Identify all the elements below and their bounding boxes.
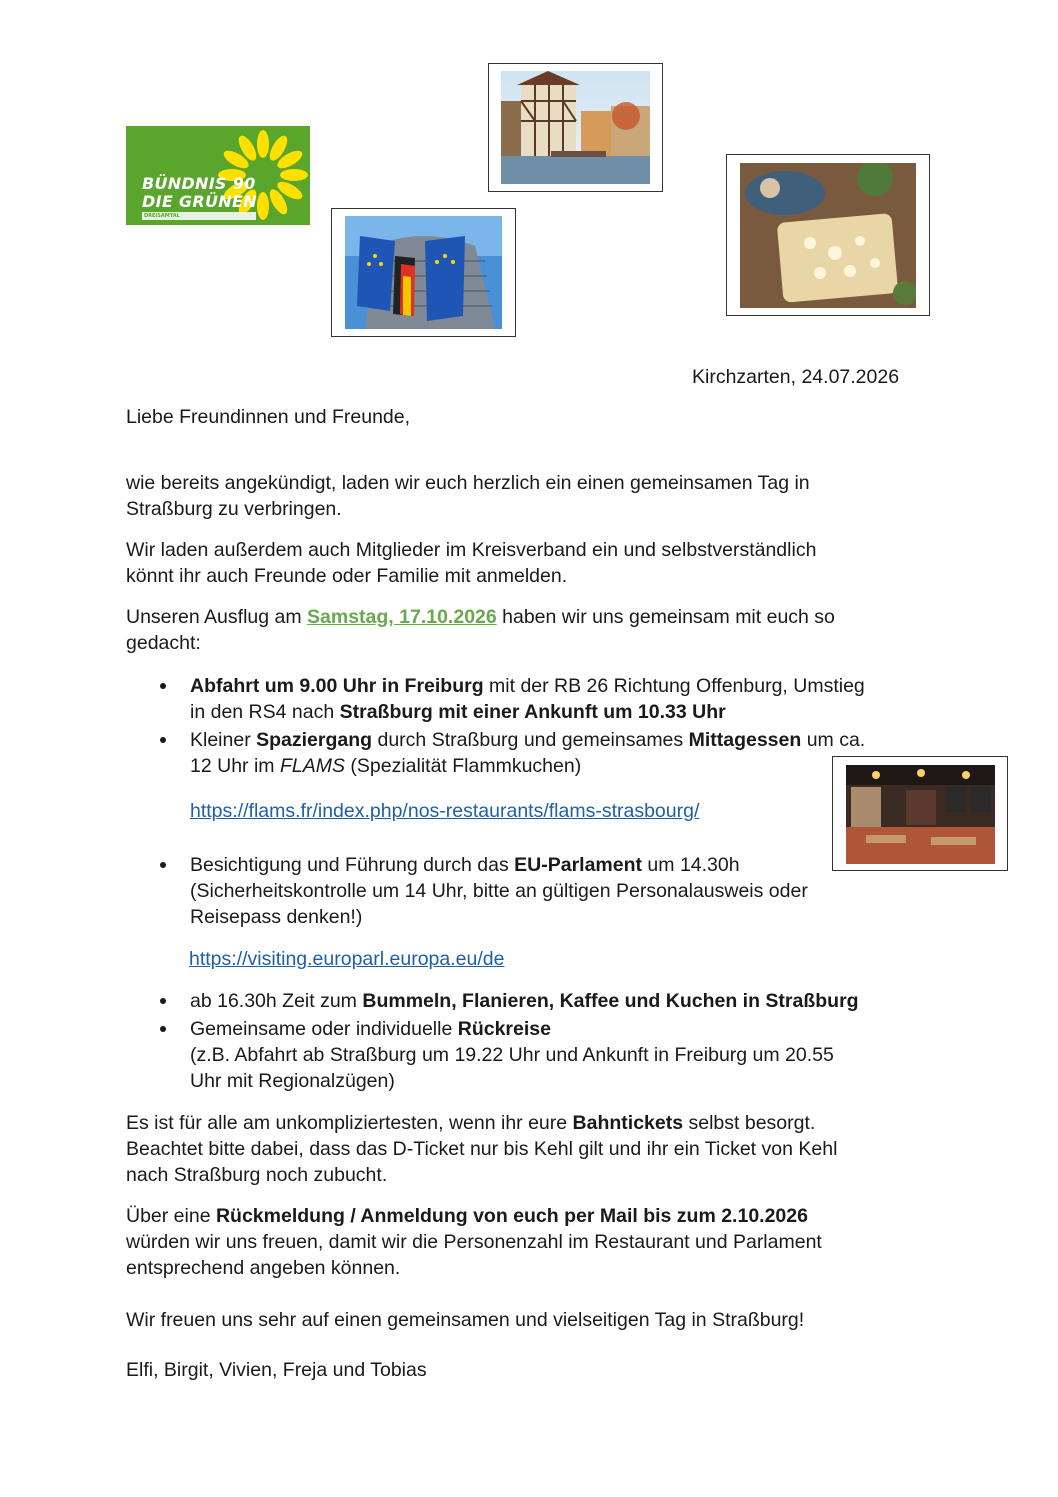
para2-line2: könnt ihr auch Freunde oder Familie mit anmelden. bbox=[126, 565, 568, 587]
eu-parliament-image bbox=[345, 216, 502, 329]
para4-bold1: Bahntickets bbox=[572, 1112, 684, 1134]
para5-text1: Über eine bbox=[126, 1205, 216, 1227]
logo-line-1: BÜNDNIS 90 bbox=[142, 174, 256, 193]
bullet2-text4: 12 Uhr im bbox=[190, 755, 280, 777]
flammkuchen-image bbox=[740, 163, 916, 308]
bullet1-text2: in den RS4 nach bbox=[190, 701, 340, 723]
europarl-link[interactable]: https://visiting.europarl.europa.eu/de bbox=[189, 948, 505, 970]
restaurant-image bbox=[846, 765, 995, 864]
bullet3-text2: um 14.30h bbox=[642, 854, 740, 876]
bullet2-line2 bbox=[190, 753, 581, 779]
bullet2-bold2: Mittagessen bbox=[688, 729, 802, 751]
bullet1-text1: mit der RB 26 Richtung Offenburg, Umstieg bbox=[483, 675, 865, 697]
bullet2-bold1: Spaziergang bbox=[256, 729, 373, 751]
para5-line1 bbox=[126, 1203, 808, 1229]
bullet5-line3: Uhr mit Regionalzügen) bbox=[190, 1070, 395, 1092]
logo-line-3: DREISAMTAL bbox=[142, 212, 256, 220]
bullet-5 bbox=[160, 1026, 166, 1032]
bullet4-line1 bbox=[190, 988, 859, 1014]
bullet4-text1: ab 16.30h Zeit zum bbox=[190, 990, 363, 1012]
closing-line: Wir freuen uns sehr auf einen gemeinsamen und vielseitigen Tag in Straßburg! bbox=[126, 1309, 805, 1331]
bullet2-text5: (Spezialität Flammkuchen) bbox=[344, 755, 582, 777]
bullet-4 bbox=[160, 998, 166, 1004]
bullet1-line1 bbox=[190, 673, 865, 699]
petite-france-image bbox=[501, 71, 650, 184]
para2-line1: Wir laden außerdem auch Mitglieder im Kreisverband ein und selbstverständlich bbox=[126, 539, 817, 561]
bullet-2 bbox=[160, 737, 166, 743]
para3-post: haben wir uns gemeinsam mit euch so bbox=[496, 606, 835, 628]
para1-line2: Straßburg zu verbringen. bbox=[126, 498, 342, 520]
photo-flammkuchen bbox=[726, 154, 930, 316]
bullet2-text1: Kleiner bbox=[190, 729, 257, 751]
bullet3-line2: (Sicherheitskontrolle um 14 Uhr, bitte an gültigen Personalausweis oder bbox=[190, 880, 808, 902]
para4-line2: Beachtet bitte dabei, dass das D-Ticket nur bis Kehl gilt und ihr ein Ticket von Kehl bbox=[126, 1138, 838, 1160]
para4-text2: selbst besorgt. bbox=[683, 1112, 816, 1134]
bullet1-bold1: Abfahrt um 9.00 Uhr in Freiburg bbox=[190, 675, 484, 697]
para5-line2: würden wir uns freuen, damit wir die Personenzahl im Restaurant und Parlament bbox=[126, 1231, 822, 1253]
bullet5-line2: (z.B. Abfahrt ab Straßburg um 19.22 Uhr und Ankunft in Freiburg um 20.55 bbox=[190, 1044, 834, 1066]
bullet2-text2: durch Straßburg und gemeinsames bbox=[372, 729, 689, 751]
bullet3-text1: Besichtigung und Führung durch das bbox=[190, 854, 515, 876]
para3-line2: gedacht: bbox=[126, 632, 201, 654]
bullet5-line1 bbox=[190, 1016, 551, 1042]
signature: Elfi, Birgit, Vivien, Freja und Tobias bbox=[126, 1359, 427, 1381]
bullet5-text1: Gemeinsame oder individuelle bbox=[190, 1018, 458, 1040]
trip-date-link[interactable]: Samstag, 17.10.2026 bbox=[307, 606, 497, 628]
para4-line1 bbox=[126, 1110, 815, 1136]
photo-flams-restaurant bbox=[832, 756, 1008, 871]
para4-text1: Es ist für alle am unkompliziertesten, wenn ihr eure bbox=[126, 1112, 573, 1134]
para3-line1 bbox=[126, 604, 835, 630]
bullet4-bold1: Bummeln, Flanieren, Kaffee und Kuchen in Straßburg bbox=[362, 990, 859, 1012]
bullet5-bold1: Rückreise bbox=[457, 1018, 551, 1040]
bullet3-line1 bbox=[190, 852, 740, 878]
para4-line3: nach Straßburg noch zubucht. bbox=[126, 1164, 388, 1186]
flams-link[interactable]: https://flams.fr/index.php/nos-restaurants/flams-strasbourg/ bbox=[190, 800, 700, 822]
date-line: Kirchzarten, 24.07.2026 bbox=[692, 366, 900, 388]
bullet3-bold1: EU-Parlament bbox=[514, 854, 643, 876]
para1-line1: wie bereits angekündigt, laden wir euch herzlich ein einen gemeinsamen Tag in bbox=[126, 472, 810, 494]
bullet-1 bbox=[160, 683, 166, 689]
bullet-3 bbox=[160, 862, 166, 868]
bullet2-text3: um ca. bbox=[801, 729, 866, 751]
para3-pre: Unseren Ausflug am bbox=[126, 606, 308, 628]
photo-eu-parliament bbox=[331, 208, 516, 337]
bullet3-line3: Reisepass denken!) bbox=[190, 906, 363, 928]
party-logo bbox=[126, 126, 310, 225]
bullet2-line1 bbox=[190, 727, 865, 753]
bullet2-italic: FLAMS bbox=[279, 755, 345, 777]
photo-petite-france bbox=[488, 63, 663, 192]
para5-line3: entsprechend angeben können. bbox=[126, 1257, 401, 1279]
logo-line-2: DIE GRÜNEN bbox=[142, 192, 257, 211]
bullet1-line2 bbox=[190, 699, 726, 725]
para5-bold1: Rückmeldung / Anmeldung von euch per Mail bis zum 2.10.2026 bbox=[215, 1205, 808, 1227]
bullet1-bold2: Straßburg mit einer Ankunft um 10.33 Uhr bbox=[339, 701, 726, 723]
greeting: Liebe Freundinnen und Freunde, bbox=[126, 406, 411, 428]
